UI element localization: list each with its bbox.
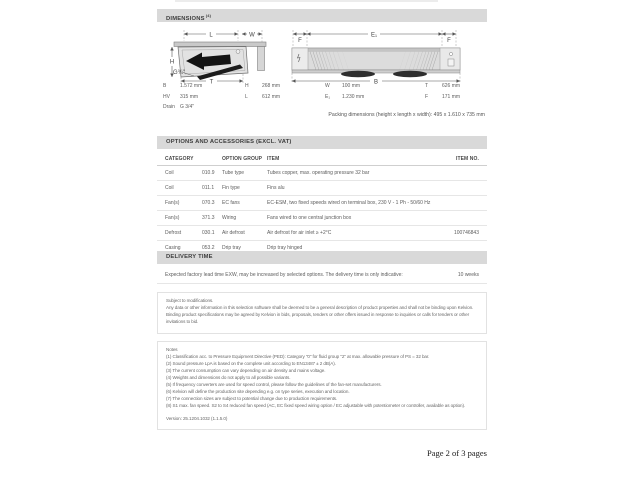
delivery-section-header: [157, 251, 487, 264]
dim-value-row: B 1.572 mm: [163, 83, 203, 89]
options-table: [157, 153, 487, 256]
dim-value-row: L 612 mm: [245, 93, 281, 100]
dim-value-row: H 268 mm: [245, 83, 281, 89]
fan-guard: [393, 71, 427, 77]
datasheet-page: [157, 0, 487, 480]
note-item: (7) The connection sizes are subject to potential change due to production requirements.: [166, 396, 338, 401]
table-row: Defrost 030.1 Air defrost Air defrost for air inlet ≥ +2°C 100746843: [157, 226, 487, 241]
note-item: (8) S1 max. fan speed. S2 to S4 reduced fan speed (AC, EC fixed speed wiring option / EC adjustable with potentiometer or controller, available as option).: [166, 403, 466, 408]
dim-label-F-right: F: [447, 38, 451, 44]
notes-box: [157, 341, 487, 430]
disclaimer-line2: Any data or other information in this selection software shall be deemed to be a general description of product properties and shall not be binding upon Kelvion. Binding product specifications may be agreed by Kelvion in bids, proposals, tenders or other offers issued in response to inquiries or calls for tenders or other invitations to bid.: [166, 305, 474, 324]
table-row: Casing 053.2 Drip tray Drip tray hinged: [157, 241, 487, 256]
note-item: (3) The current consumption can vary depending on air density and mains voltage.: [166, 368, 326, 373]
col-item-no: ITEM NO.: [455, 156, 479, 162]
table-row: Fan(s) 070.3 EC fans EC-ESM, two fixed speeds wired on terminal box, 230 V - 1 Ph - 50/60 Hz: [157, 196, 487, 211]
dim-label-E1: E₁: [370, 32, 378, 39]
note-item: (6) Kelvion will define the production site depending e.g. on type series, execution and location.: [166, 389, 350, 394]
dim-value-row: W 100 mm: [325, 83, 361, 89]
disclaimer-box: [157, 292, 487, 334]
dim-value-row: Drain G 3/4": [163, 104, 195, 110]
delivery-section-title: DELIVERY TIME: [166, 254, 213, 260]
disclaimer-line1: Subject to modifications.: [166, 298, 214, 303]
dim-value-row: T 626 mm: [425, 83, 461, 89]
dim-label-drain: G¾": [173, 70, 185, 76]
dim-label-L: L: [209, 32, 213, 39]
dim-value-row: E₁ 1.230 mm: [325, 93, 365, 100]
packing-dimensions: Packing dimensions (height x length x width): 495 x 1.610 x 735 mm: [328, 112, 485, 118]
dimensions-superscript: (4): [205, 13, 212, 18]
options-section-header: [157, 136, 487, 149]
col-option-group: OPTION GROUP: [222, 156, 263, 162]
delivery-value: 10 weeks: [457, 272, 479, 278]
previous-section-edge: [175, 0, 438, 2]
dimensions-section-title: DIMENSIONS: [166, 15, 205, 22]
note-item: (5) If frequency converters are used for speed control, please follow the guidelines of the fan-set manufacturers.: [166, 382, 382, 387]
dimensions-section-header: [157, 9, 487, 22]
dim-label-F-left: F: [298, 38, 302, 44]
table-row: Coil 011.1 Fin type Fins alu: [157, 181, 487, 196]
dim-label-B: B: [373, 79, 379, 84]
side-view-drawing: [168, 26, 282, 84]
table-row: Coil 010.9 Tube type Tubes copper, max. operating pressure 32 bar: [157, 166, 487, 181]
dimension-drawings: [157, 26, 487, 84]
dim-value-row: HV 315 mm: [163, 93, 199, 100]
col-category: CATEGORY: [165, 156, 194, 162]
front-view-drawing: [290, 26, 466, 84]
dim-value-row: F 171 mm: [425, 93, 461, 100]
dim-label-T: T: [209, 79, 214, 84]
col-item: ITEM: [267, 156, 280, 162]
note-item: (4) Weights and dimensions do not apply to all possible variants.: [166, 375, 291, 380]
dim-label-W: W: [249, 32, 255, 39]
options-table-header-row: [157, 153, 487, 166]
options-section-title: OPTIONS AND ACCESSORIES (EXCL. VAT): [166, 139, 292, 145]
delivery-row: [157, 266, 487, 284]
version-info: Version: 25.1204.1032 (1.1.5.0): [166, 416, 228, 421]
note-item: (1) Classification acc. to Pressure Equipment Directive (PED): Category "0" for fluid group "2" at max. allowable pressure of PS = 32 bar.: [166, 354, 430, 359]
notes-title: Notes: [166, 347, 178, 352]
page-number: Page 2 of 3 pages: [427, 448, 487, 458]
dim-label-H: H: [169, 59, 175, 66]
note-item: (2) Sound pressure LpA is based on the complete unit according to EN13487 ± 2 dB(A).: [166, 361, 336, 366]
table-row: Fan(s) 371.3 Wiring Fans wired to one central junction box: [157, 211, 487, 226]
fan-guard: [341, 71, 375, 77]
delivery-text: Expected factory lead time EXW, may be increased by selected options. The delivery time is only indicative:: [165, 272, 403, 278]
